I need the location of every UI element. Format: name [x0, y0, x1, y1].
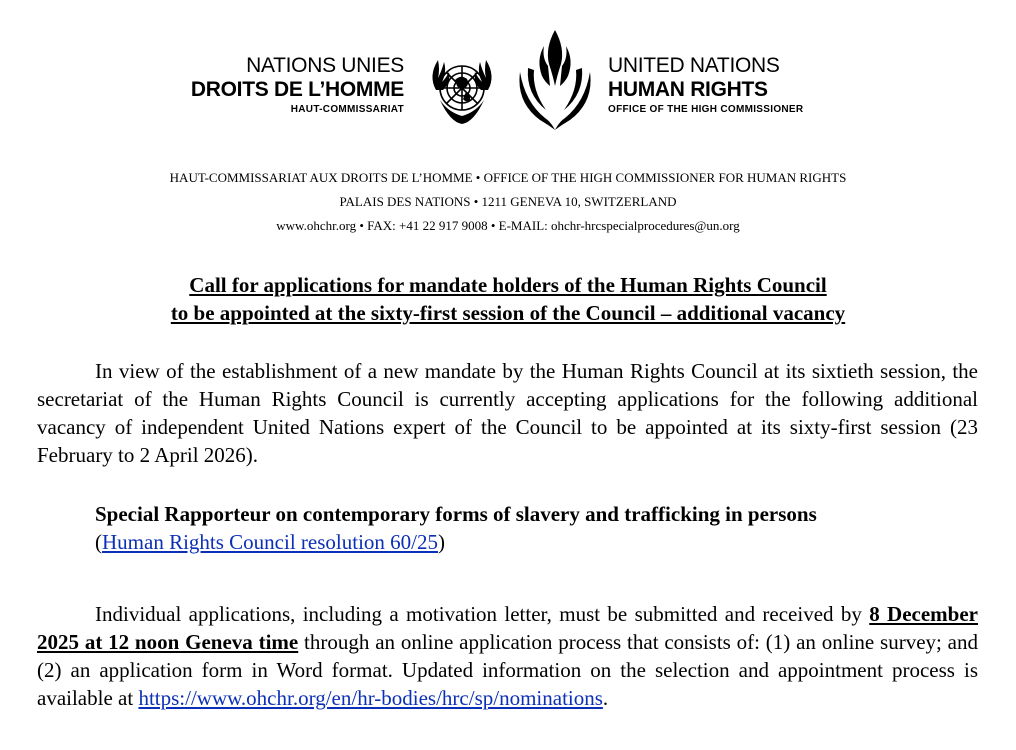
- open-paren: (: [95, 530, 102, 554]
- application-paragraph: [37, 600, 978, 712]
- letterhead-fr-line1: NATIONS UNIES: [246, 54, 404, 77]
- office-address: [0, 166, 1016, 238]
- document-title: [0, 271, 1016, 327]
- letterhead-en-line1: UNITED NATIONS: [608, 54, 780, 77]
- application-text-part2: through an online application process that consists of: (1) an online survey; and (2) an application form in Word format. Updated information on the selection and appointment process is available at: [37, 630, 979, 710]
- letterhead-french: [191, 54, 404, 118]
- letterhead-fr-line2: DROITS DE L’HOMME: [190, 78, 404, 101]
- address-line3: www.ohchr.org • FAX: +41 22 917 9008 • E-MAIL: ohchr-hrcspecialprocedures@un.org: [276, 218, 740, 233]
- application-text-end: .: [602, 686, 609, 710]
- intro-paragraph: In view of the establishment of a new mandate by the Human Rights Council at its sixtieth session, the secretariat of the Human Rights Council is currently accepting applications for the following additional vacancy of independent United Nations expert of the Council to be appointed at its sixty-first session (23 February to 2 April 2026).: [37, 359, 978, 467]
- application-text-part1: Individual applications, including a motivation letter, must be submitted and received by: [95, 602, 870, 626]
- address-line2: PALAIS DES NATIONS • 1211 GENEVA 10, SWITZERLAND: [339, 194, 677, 209]
- letterhead-english: [608, 54, 803, 118]
- un-emblem-icon: [422, 50, 502, 130]
- letterhead-fr-line3: HAUT-COMMISSARIAT: [290, 104, 404, 115]
- close-paren: ): [438, 530, 445, 554]
- human-rights-flame-icon: [512, 26, 598, 136]
- letterhead-en-line3: OFFICE OF THE HIGH COMMISSIONER: [608, 104, 804, 115]
- nominations-url-link[interactable]: https://www.ohchr.org/en/hr-bodies/hrc/sp/nominations: [138, 686, 603, 710]
- title-line1: Call for applications for mandate holders of the Human Rights Council: [189, 273, 827, 297]
- mandate-resolution: [95, 528, 817, 556]
- deadline-text: 8 December 2025 at 12 noon Geneva time: [37, 602, 978, 654]
- mandate-name: Special Rapporteur on contemporary forms of slavery and trafficking in persons: [95, 502, 817, 526]
- resolution-link[interactable]: Human Rights Council resolution 60/25: [102, 530, 438, 554]
- mandate-block: [95, 500, 817, 556]
- letterhead: [0, 22, 1016, 132]
- title-line2: to be appointed at the sixty-first session of the Council – additional vacancy: [170, 301, 846, 325]
- address-line1: HAUT-COMMISSARIAT AUX DROITS DE L’HOMME • OFFICE OF THE HIGH COMMISSIONER FOR HUMAN RIGHTS: [169, 170, 847, 185]
- letterhead-en-line2: HUMAN RIGHTS: [608, 78, 768, 101]
